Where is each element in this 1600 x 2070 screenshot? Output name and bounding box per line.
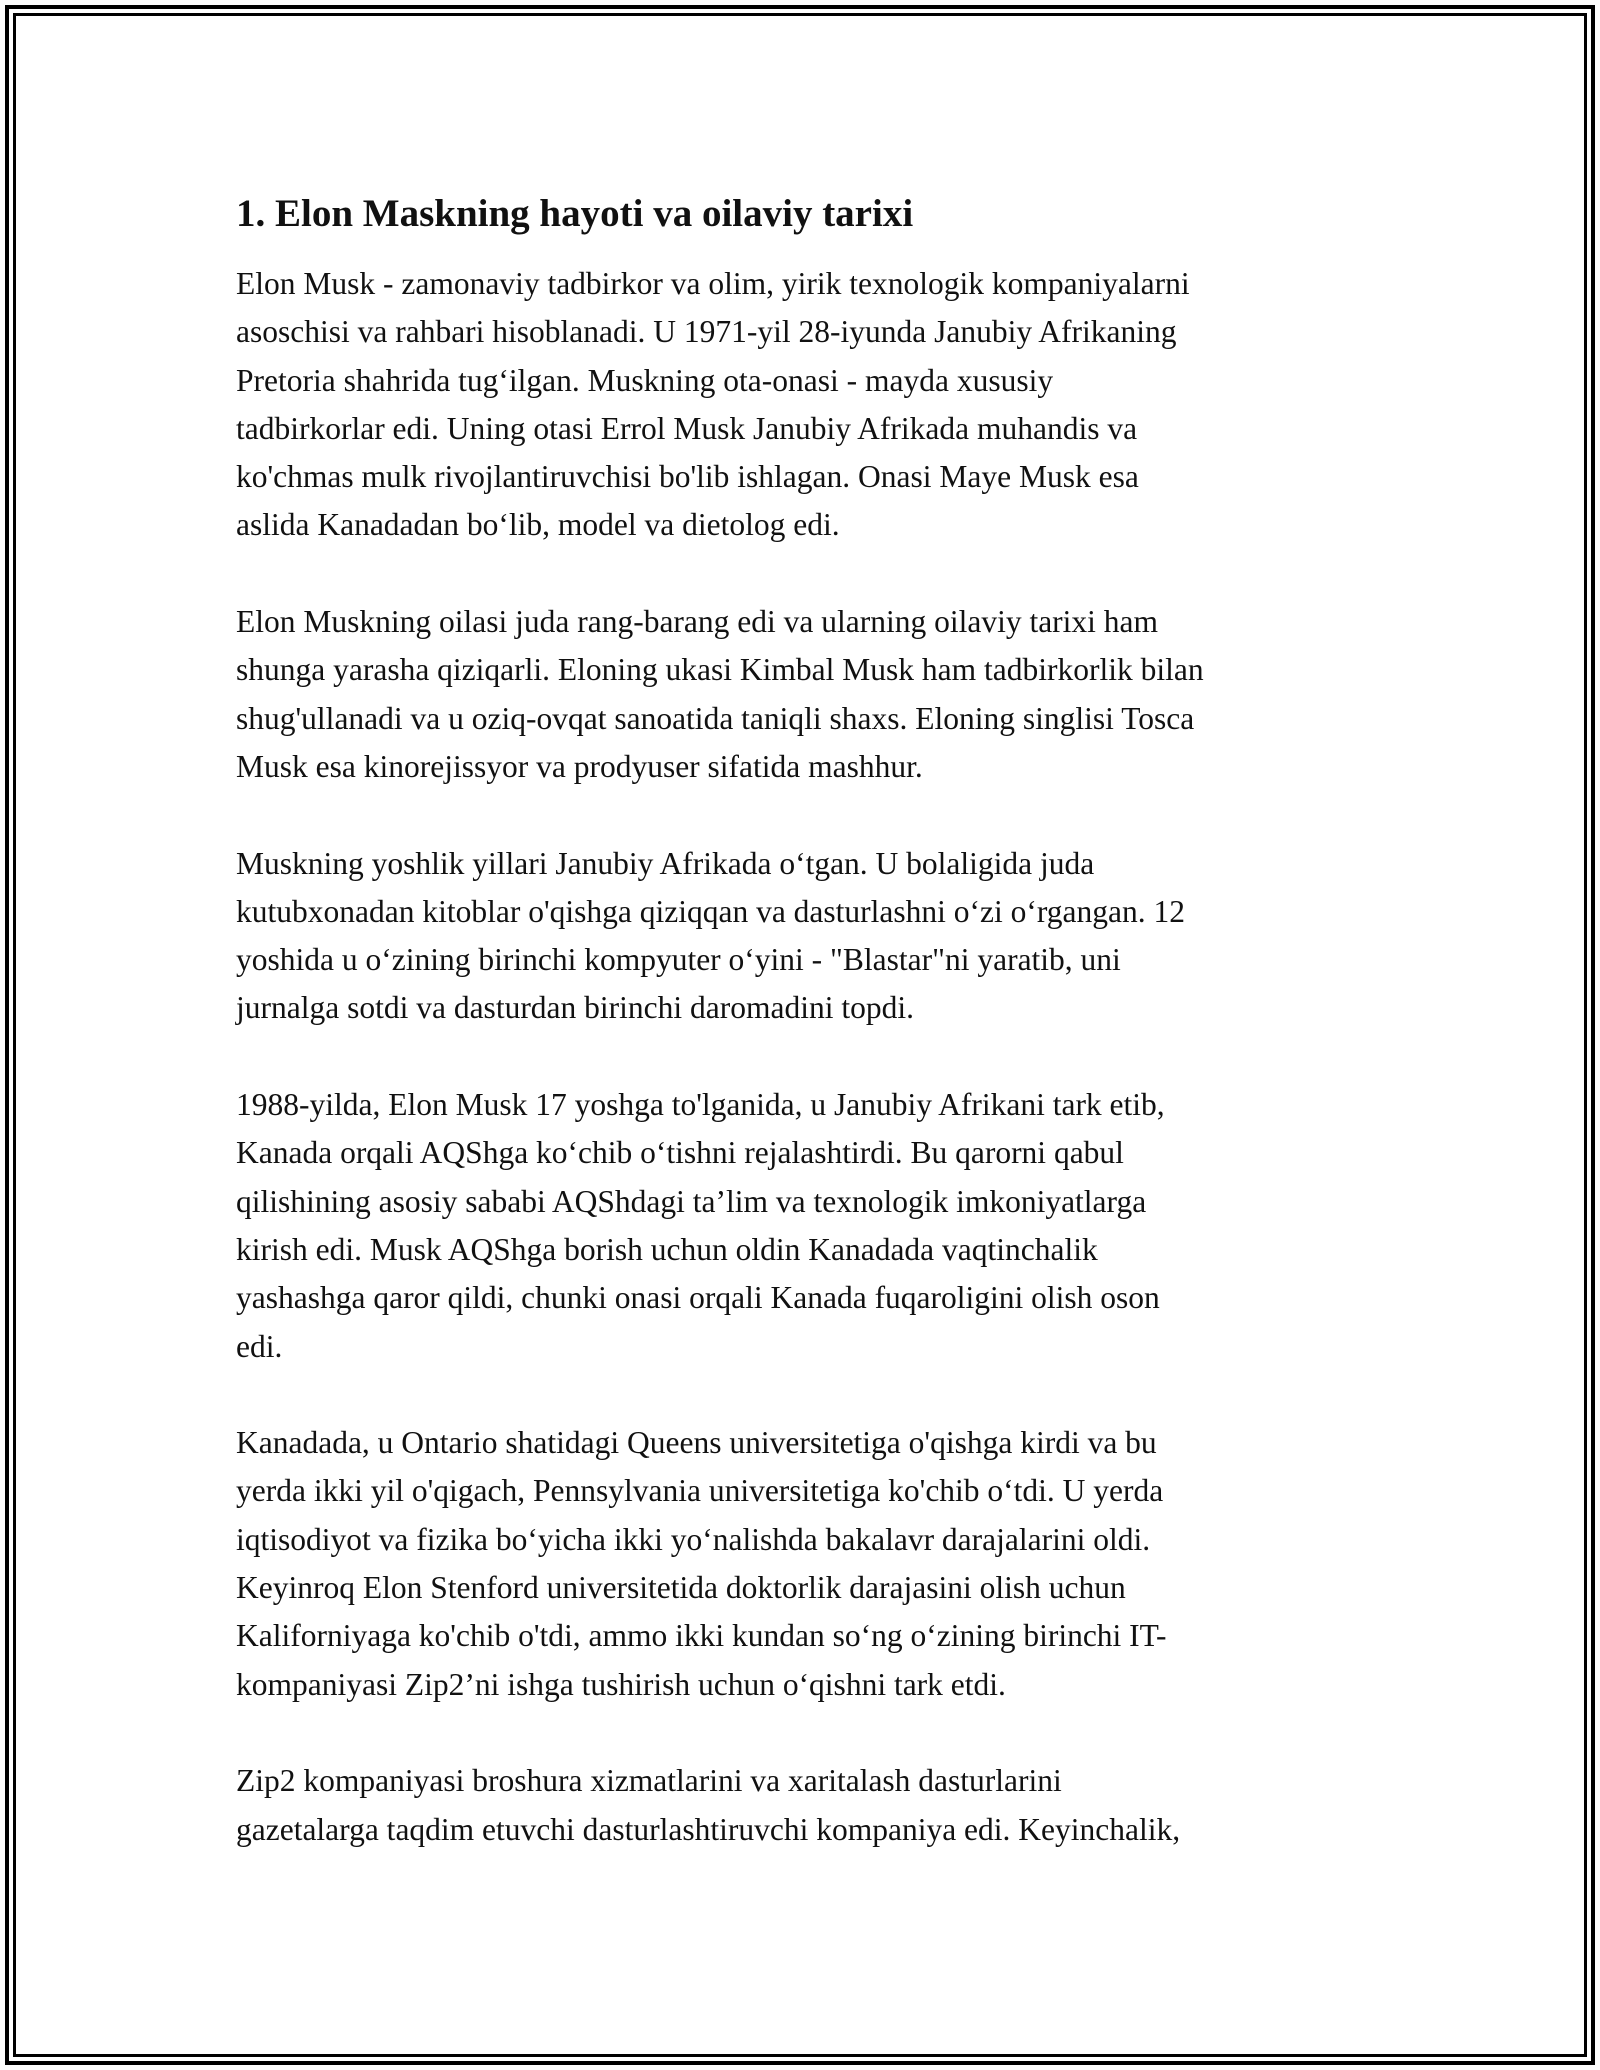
paragraph-line: Keyinroq Elon Stenford universitetida doktorlik darajasini olish uchun [236,1570,1126,1606]
document-body [236,186,1386,1902]
paragraph-line: yerda ikki yil o'qigach, Pennsylvania universitetiga ko'chib o‘tdi. U yerda [236,1473,1164,1509]
paragraph-childhood [236,840,1386,1033]
paragraph-line: Elon Muskning oilasi juda rang-barang edi va ularning oilaviy tarixi ham [236,604,1159,640]
paragraph-line: shug'ullanadi va u oziq-ovqat sanoatida taniqli shaxs. Eloning singlisi Tosca [236,700,1195,736]
paragraph-line: Musk esa kinorejissyor va prodyuser sifatida mashhur. [236,748,923,784]
paragraph-line: Kanadada, u Ontario shatidagi Queens universitetiga o'qishga kirdi va bu [236,1425,1157,1461]
paragraph-line: Kaliforniyaga ko'chib o'tdi, ammo ikki kundan so‘ng o‘zining birinchi IT- [236,1618,1167,1654]
paragraph-line: yoshida u o‘zining birinchi kompyuter o‘yini - "Blastar"ni yaratib, uni [236,942,1121,978]
paragraph-line: qilishining asosiy sababi AQShdagi ta’lim va texnologik imkoniyatlarga [236,1183,1147,1219]
paragraph-line: gazetalarga taqdim etuvchi dasturlashtiruvchi kompaniya edi. Keyinchalik, [236,1811,1181,1847]
paragraph-line: kutubxonadan kitoblar o'qishga qiziqqan va dasturlashni o‘zi o‘rgangan. 12 [236,893,1185,929]
paragraph-line: Zip2 kompaniyasi broshura xizmatlarini va xaritalash dasturlarini [236,1763,1062,1799]
paragraph-line: Pretoria shahrida tug‘ilgan. Muskning ota-onasi - mayda xususiy [236,362,1054,398]
paragraph-line: iqtisodiyot va fizika bo‘yicha ikki yo‘nalishda bakalavr darajalarini oldi. [236,1521,1151,1557]
paragraph-line: yashashga qaror qildi, chunki onasi orqali Kanada fuqaroligini olish oson [236,1280,1160,1316]
paragraph-line: tadbirkorlar edi. Uning otasi Errol Musk Janubiy Afrikada muhandis va [236,410,1138,446]
paragraph-line: jurnalga sotdi va dasturdan birinchi daromadini topdi. [236,990,914,1026]
paragraph-line: kompaniyasi Zip2’ni ishga tushirish uchun o‘qishni tark etdi. [236,1666,1006,1702]
paragraph-line: aslida Kanadadan bo‘lib, model va dietolog edi. [236,507,840,543]
paragraph-line: edi. [236,1328,283,1364]
paragraph-line: asoschisi va rahbari hisoblanadi. U 1971-yil 28-iyunda Janubiy Afrikaning [236,314,1177,350]
paragraph-line: Elon Musk - zamonaviy tadbirkor va olim, yirik texnologik kompaniyalarni [236,266,1190,301]
paragraph-zip2 [236,1757,1386,1854]
paragraph-siblings [236,598,1386,791]
paragraph-emigration [236,1081,1386,1371]
paragraph-line: shunga yarasha qiziqarli. Eloning ukasi Kimbal Musk ham tadbirkorlik bilan [236,652,1204,688]
paragraph-education [236,1419,1386,1709]
paragraph-line: Kanada orqali AQShga ko‘chib o‘tishni rejalashtirdi. Bu qarorni qabul [236,1135,1124,1171]
paragraph-family-background [236,260,1386,550]
paragraph-line: 1988-yilda, Elon Musk 17 yoshga to'lganida, u Janubiy Afrikani tark etib, [236,1087,1165,1123]
page-title: 1. Elon Maskning hayoti va oilaviy tarixi [236,192,914,235]
paragraph-line: kirish edi. Musk AQShga borish uchun oldin Kanadada vaqtinchalik [236,1231,1098,1267]
paragraph-line: Muskning yoshlik yillari Janubiy Afrikada o‘tgan. U bolaligida juda [236,845,1095,881]
paragraph-line: ko'chmas mulk rivojlantiruvchisi bo'lib ishlagan. Onasi Maye Musk esa [236,459,1139,495]
